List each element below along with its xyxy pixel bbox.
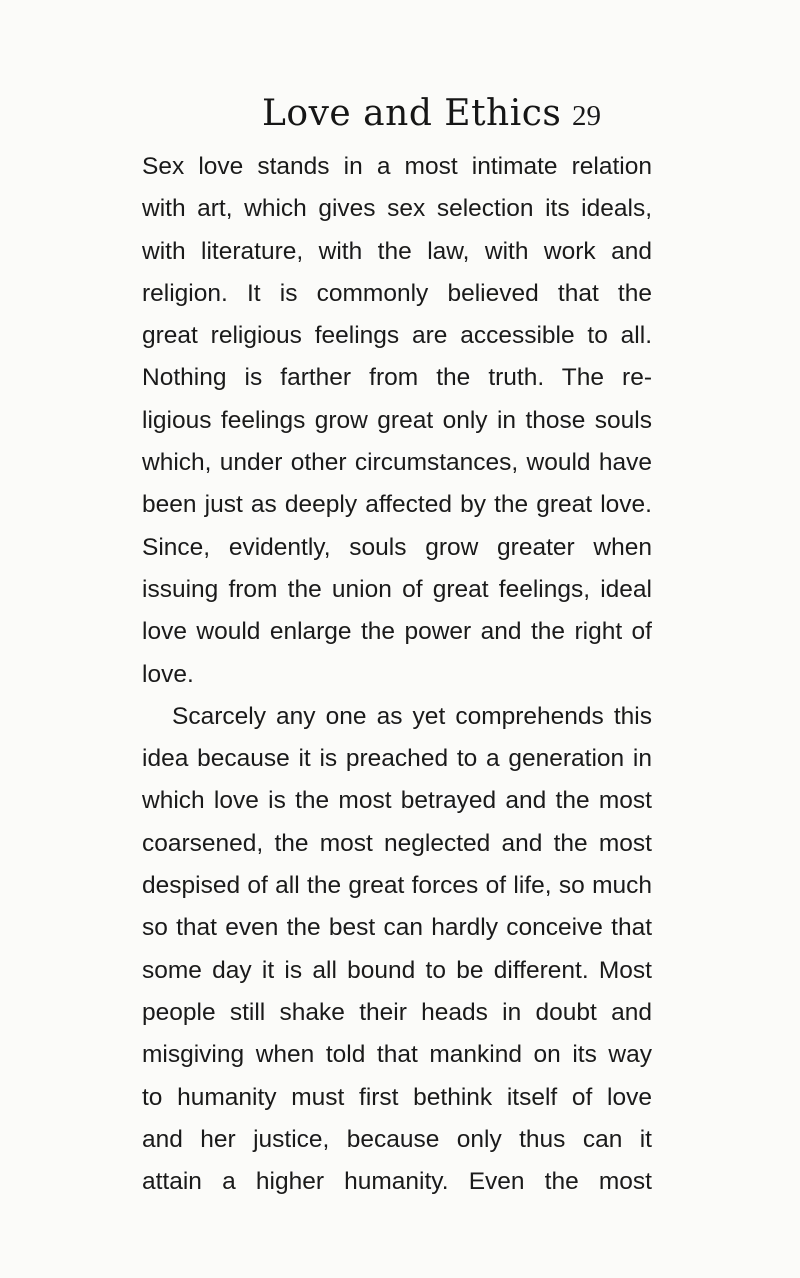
text-line: with literature, with the law, with work and: [142, 237, 652, 265]
text-line: religion. It is commonly believed that the: [142, 279, 652, 307]
text-line: so that even the best can hardly conceive that: [142, 914, 652, 942]
text-line: Nothing is farther from the truth. The re-: [142, 364, 652, 392]
text-line: Scarcely any one as yet comprehends this: [172, 702, 652, 730]
text-line: coarsened, the most neglected and the most: [142, 829, 652, 857]
text-line: some day it is all bound to be different. Most: [142, 956, 652, 984]
text-line: Since, evidently, souls grow greater when: [142, 533, 652, 561]
text-line: idea because it is preached to a generation in: [142, 745, 652, 773]
running-head: [0, 92, 800, 142]
body-text: [142, 146, 652, 1203]
text-line: love would enlarge the power and the right of: [142, 618, 652, 646]
text-line: misgiving when told that mankind on its way: [142, 1041, 652, 1069]
text-line: to humanity must first bethink itself of love: [142, 1083, 652, 1111]
page-number: 29: [572, 100, 601, 132]
text-line: attain a higher humanity. Even the most: [142, 1168, 652, 1196]
text-line: great religious feelings are accessible to all.: [142, 322, 652, 350]
text-line: which love is the most betrayed and the most: [142, 787, 652, 815]
text-line: ligious feelings grow great only in those souls: [142, 406, 652, 434]
text-line: with art, which gives sex selection its ideals,: [142, 195, 652, 223]
text-line: been just as deeply affected by the great love.: [142, 491, 652, 519]
paragraph: [142, 146, 652, 696]
text-line: despised of all the great forces of life, so much: [142, 872, 652, 900]
paragraph: [142, 696, 652, 1204]
text-line: issuing from the union of great feelings, ideal: [142, 575, 652, 603]
text-line: which, under other circumstances, would have: [142, 449, 652, 477]
text-line: people still shake their heads in doubt and: [142, 998, 652, 1026]
text-line: Sex love stands in a most intimate relation: [142, 153, 652, 180]
running-title: Love and Ethics: [262, 93, 562, 134]
text-line: and her justice, because only thus can it: [142, 1125, 652, 1153]
text-line: love.: [142, 660, 194, 688]
